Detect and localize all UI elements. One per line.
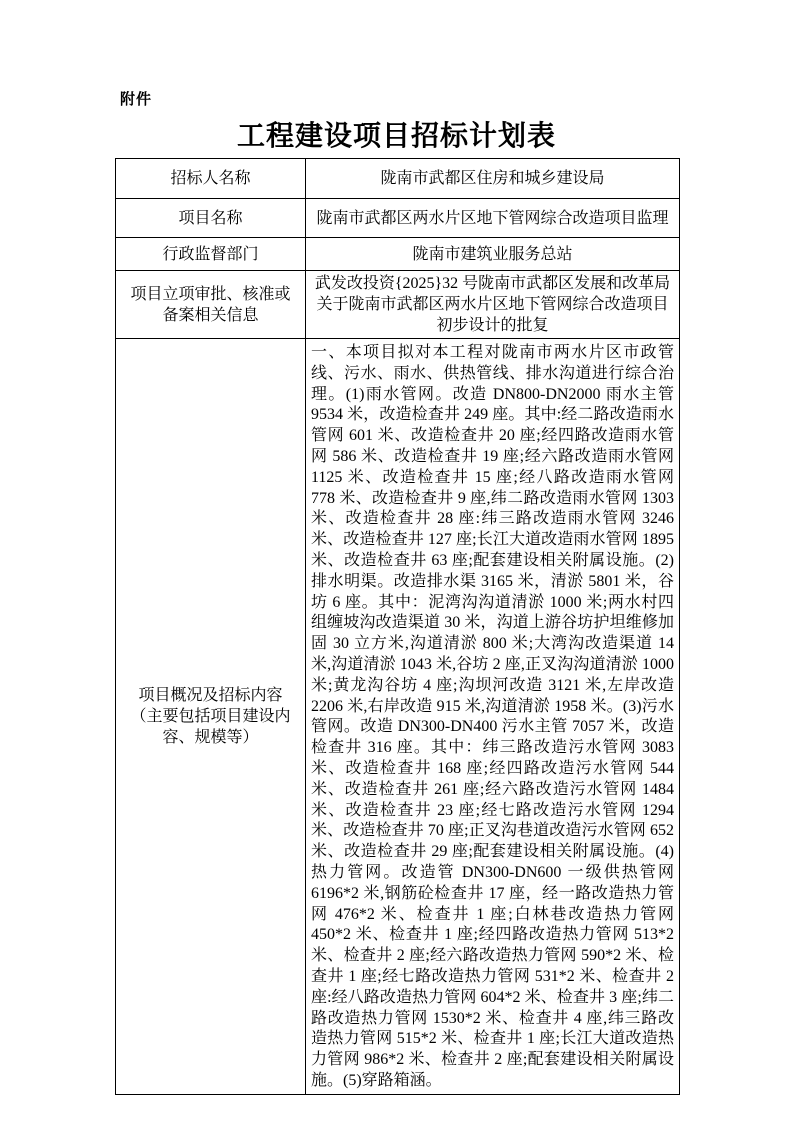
- supervision-department-label: 行政监督部门: [116, 238, 306, 271]
- table-row-approval-info: [116, 271, 680, 339]
- project-overview-value: 一、本项目拟对本工程对陇南市两水片区市政管线、污水、雨水、供热管线、排水沟道进行综合治理。(1)雨水管网。改造 DN800-DN2000 雨水主管 9534 米，改造检查井 249 座。其中:经二路改造雨水管网 601 米、改造检查井 20 座;经四路改造雨水管网 586 米、改造检查井 19 座;经六路改造雨水管网 1125 米、改造检查井 15 座;经八路改造雨水管网 778 米、改造检查井 9 座,纬二路改造雨水管网 1303 米、改造检查井 28 座:纬三路改造雨水管网 3246 米、改造检查井 127 座;长江大道改造雨水管网 1895 米、改造检查井 63 座;配套建设相关附属设施。(2)排水明渠。改造排水渠 3165 米，清淤 5801 米，谷坊 6 座。其中：泥湾沟沟道清淤 1000 米;两水村四组缠坡沟改造渠道 30 米，沟道上游谷坊护坦维修加固 30 立方米,沟道清淤 800 米;大湾沟改造渠道 14 米,沟道清淤 1043 米,谷坊 2 座,正叉沟沟道清淤 1000 米;黄龙沟谷坊 4 座;沟坝河改造 3121 米,左岸改造 2206 米,右岸改造 915 米,沟道清淤 1958 米。(3)污水管网。改造 DN300-DN400 污水主管 7057 米，改造检查井 316 座。其中：纬三路改造污水管网 3083 米、改造检查井 168 座;经四路改造污水管网 544 米、改造检查井 261 座;经六路改造污水管网 1484 米、改造检查井 23 座;经七路改造污水管网 1294 米、改造检查井 70 座;正叉沟巷道改造污水管网 652 米、改造检查井 29 座;配套建设相关附属设施。(4)热力管网。改造管 DN300-DN600 一级供热管网 6196*2 米,钢筋砼检查井 17 座，经一路改造热力管网 476*2 米、检查井 1 座;白林巷改造热力管网 450*2 米、检查井 1 座;经四路改造热力管网 513*2 米、检查井 2 座;经六路改造热力管网 590*2 米、检查井 1 座;经七路改造热力管网 531*2 米、检查井 2 座:经八路改造热力管网 604*2 米、检查井 3 座;纬二路改造热力管网 1530*2 米、检查井 4 座,纬三路改造热力管网 515*2 米、检查井 1 座;长江大道改造热力管网 986*2 米、检查井 2 座;配套建设相关附属设施。(5)穿路箱涵。: [306, 339, 680, 1095]
- table-row-project-name: [116, 199, 680, 238]
- bidder-name-label: 招标人名称: [116, 159, 306, 199]
- page-title: 工程建设项目招标计划表: [236, 121, 556, 152]
- table-row-bidder-name: [116, 159, 680, 199]
- approval-info-value: 武发改投资{2025}32 号陇南市武都区发展和改革局关于陇南市武都区两水片区地下管网综合改造项目初步设计的批复: [306, 271, 680, 339]
- table-row-supervision-department: [116, 238, 680, 271]
- bidder-name-value: 陇南市武都区住房和城乡建设局: [306, 159, 680, 199]
- approval-info-label: 项目立项审批、核准或备案相关信息: [116, 271, 306, 339]
- supervision-department-value: 陇南市建筑业服务总站: [306, 238, 680, 271]
- table-row-project-overview: [116, 339, 680, 1095]
- project-overview-label: 项目概况及招标内容（主要包括项目建设内容、规模等）: [116, 339, 306, 1095]
- attachment-label: 附件: [120, 92, 153, 108]
- bidding-plan-table: [115, 158, 680, 1095]
- project-name-value: 陇南市武都区两水片区地下管网综合改造项目监理: [306, 199, 680, 238]
- project-name-label: 项目名称: [116, 199, 306, 238]
